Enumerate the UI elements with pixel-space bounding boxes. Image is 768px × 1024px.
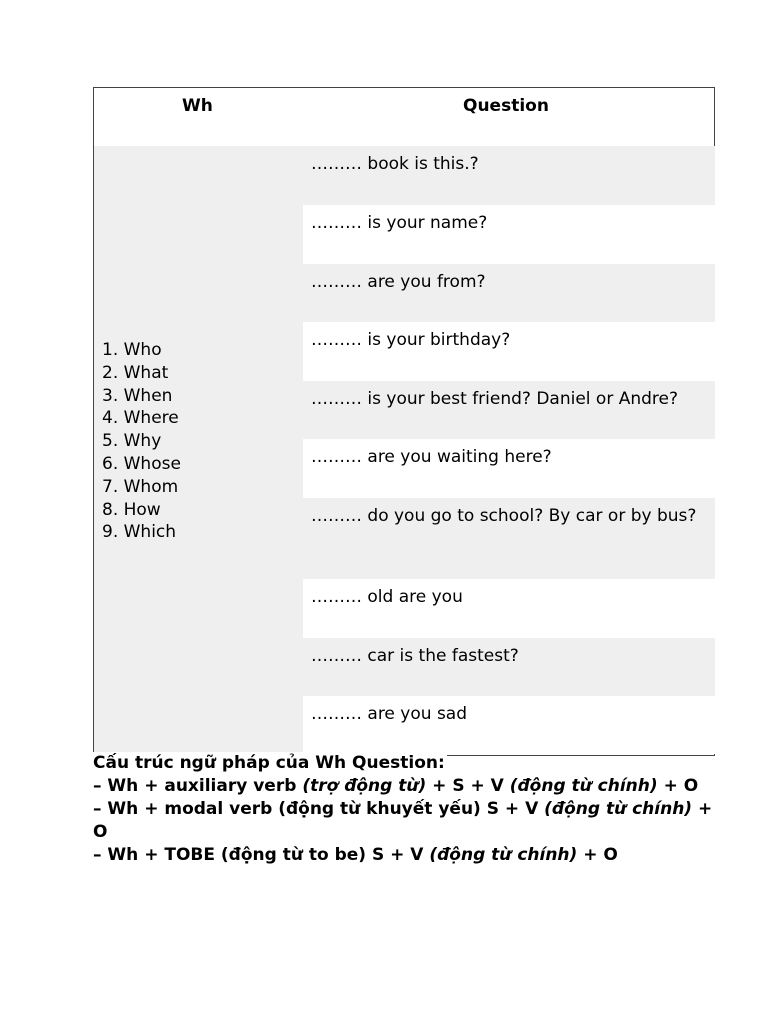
wh-word: 9. Which [102,522,177,543]
question-row: ……… book is this.? [303,146,715,205]
question-row: ……… are you sad [303,696,715,754]
question-row: ……… is your name? [303,205,715,264]
grammar-rule-tobe: – Wh + TOBE (động từ to be) S + V (động từ chính) + O [93,845,618,865]
question-row: ……… is your best friend? Daniel or Andre? [303,381,715,439]
header-wh: Wh [182,96,213,116]
header-question: Question [463,96,549,116]
question-column [303,146,715,754]
question-row: ……… car is the fastest? [303,638,715,696]
wh-word: 2. What [102,362,169,383]
grammar-title: Cấu trúc ngữ pháp của Wh Question: [93,753,445,773]
wh-word: 5. Why [102,431,162,452]
wh-word: 1. Who [102,340,162,360]
wh-word-list [102,339,181,544]
question-row: ……… old are you [303,579,715,638]
wh-word: 3. When [102,385,173,406]
question-row: ……… is your birthday? [303,322,715,381]
grammar-rule-modal: – Wh + modal verb (động từ khuyết yếu) S + V (động từ chính) + O [93,799,713,842]
question-row: ……… are you from? [303,264,715,322]
grammar-section [93,752,713,867]
question-row: ……… do you go to school? By car or by bus? [303,498,715,579]
wh-word: 4. Where [102,408,179,429]
grammar-rule-auxiliary: – Wh + auxiliary verb (trợ động từ) + S + V (động từ chính) + O [93,776,699,796]
wh-word: 7. Whom [102,476,179,497]
wh-column [94,146,303,756]
question-row: ……… are you waiting here? [303,439,715,498]
wh-word: 8. How [102,499,161,520]
wh-question-table [93,87,715,756]
wh-word: 6. Whose [102,453,181,474]
